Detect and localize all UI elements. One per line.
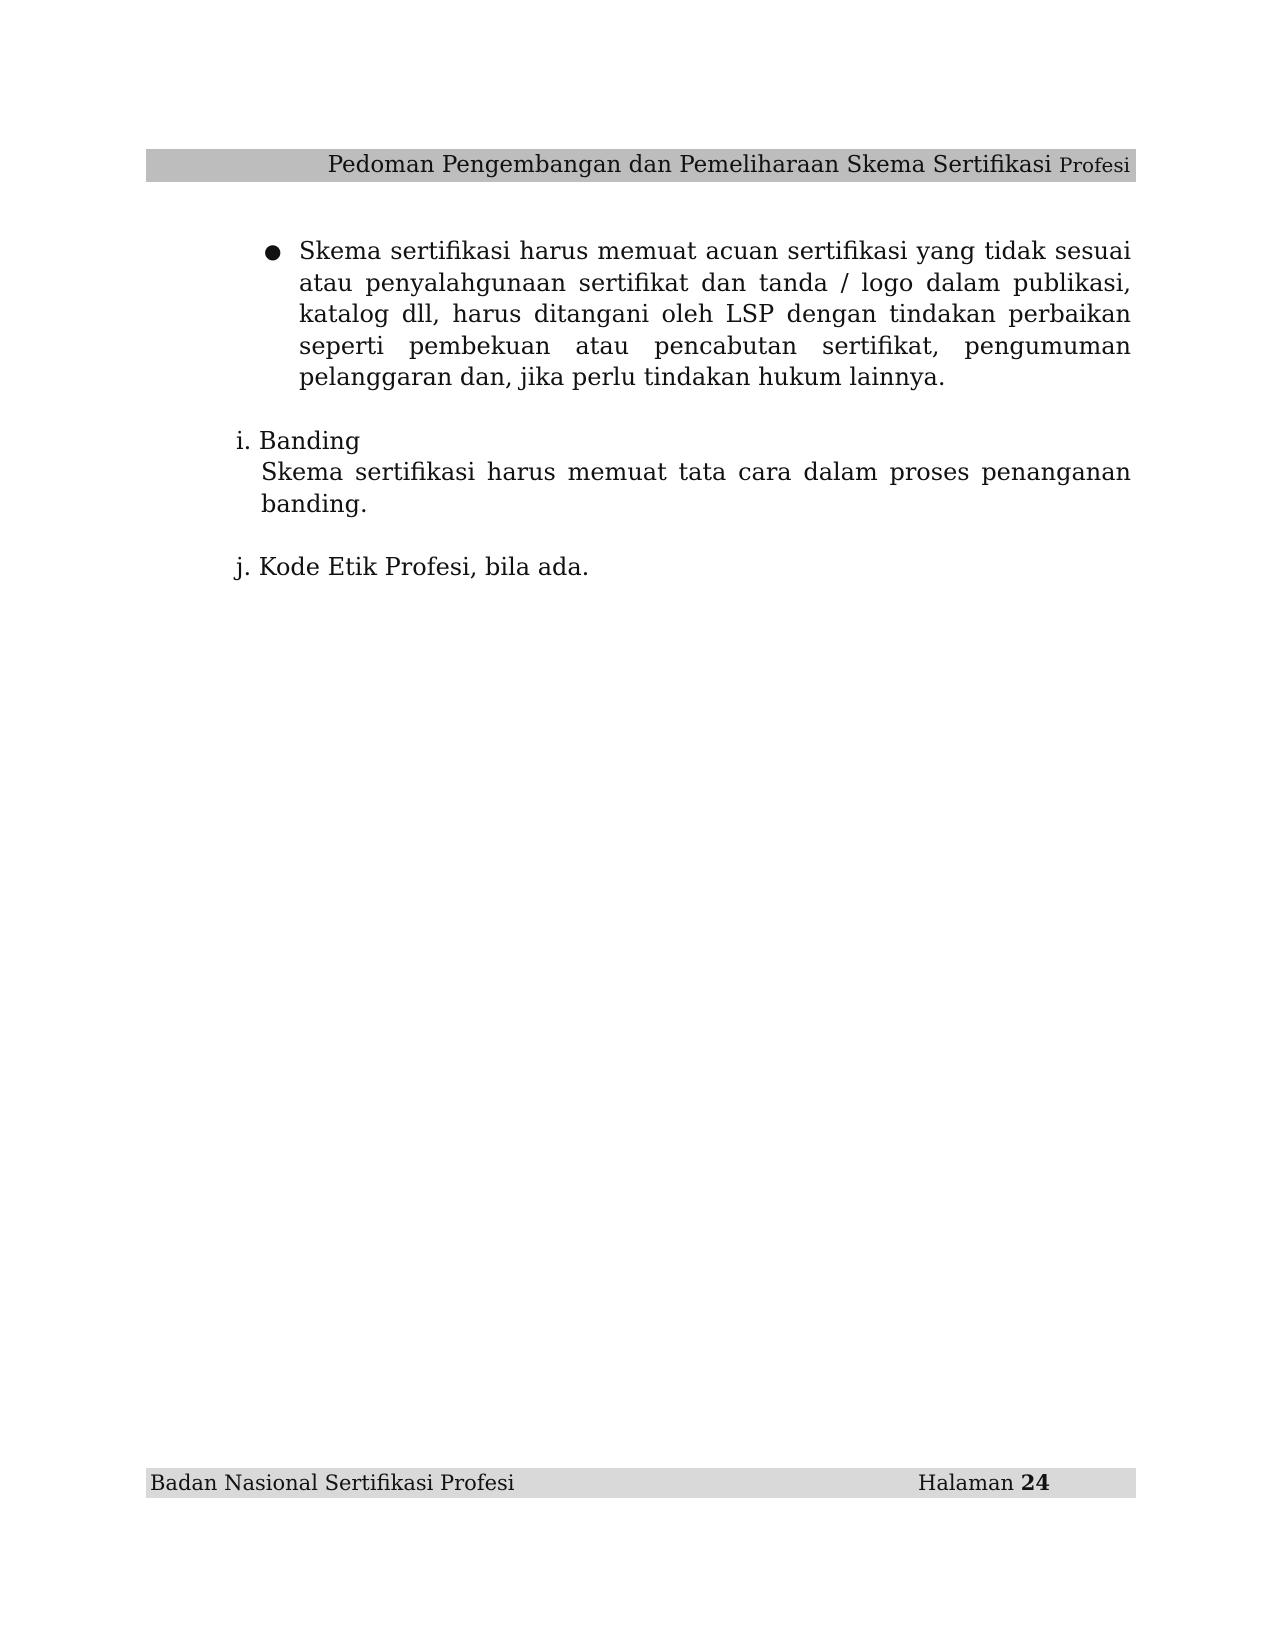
footer-page-label: Halaman — [918, 1471, 1015, 1495]
footer-page-indicator — [918, 1470, 1050, 1496]
header-title-main: Pedoman Pengembangan dan Pemeliharaan Skema Sertifikasi — [327, 152, 1052, 178]
bullet-text: Skema sertifikasi harus memuat acuan sertifikasi yang tidak sesuai atau penyalahgunaan sertifikat dan tanda / logo dalam publikasi, katalog dll, harus ditangani oleh LSP dengan tindakan perbaikan seperti pembekuan atau pencabutan sertifikat, pengumuman pelanggaran dan, jika perlu tindakan hukum lainnya. — [299, 237, 1131, 391]
page-number: 24 — [1020, 1470, 1050, 1495]
running-header — [146, 149, 1136, 182]
header-title — [328, 152, 1130, 179]
bullet-icon: ● — [264, 239, 282, 263]
page-content — [236, 236, 1131, 584]
bullet-list-item — [236, 236, 1131, 394]
section-i-body: Skema sertifikasi harus memuat tata cara dalam proses penanganan banding. — [261, 458, 1131, 518]
header-title-end: Profesi — [1059, 153, 1130, 177]
running-footer — [146, 1468, 1136, 1498]
section-j-heading: j. Kode Etik Profesi, bila ada. — [236, 553, 590, 581]
section-i — [236, 426, 1131, 521]
footer-organization: Badan Nasional Sertifikasi Profesi — [150, 1471, 515, 1495]
section-i-heading: i. Banding — [236, 426, 361, 455]
